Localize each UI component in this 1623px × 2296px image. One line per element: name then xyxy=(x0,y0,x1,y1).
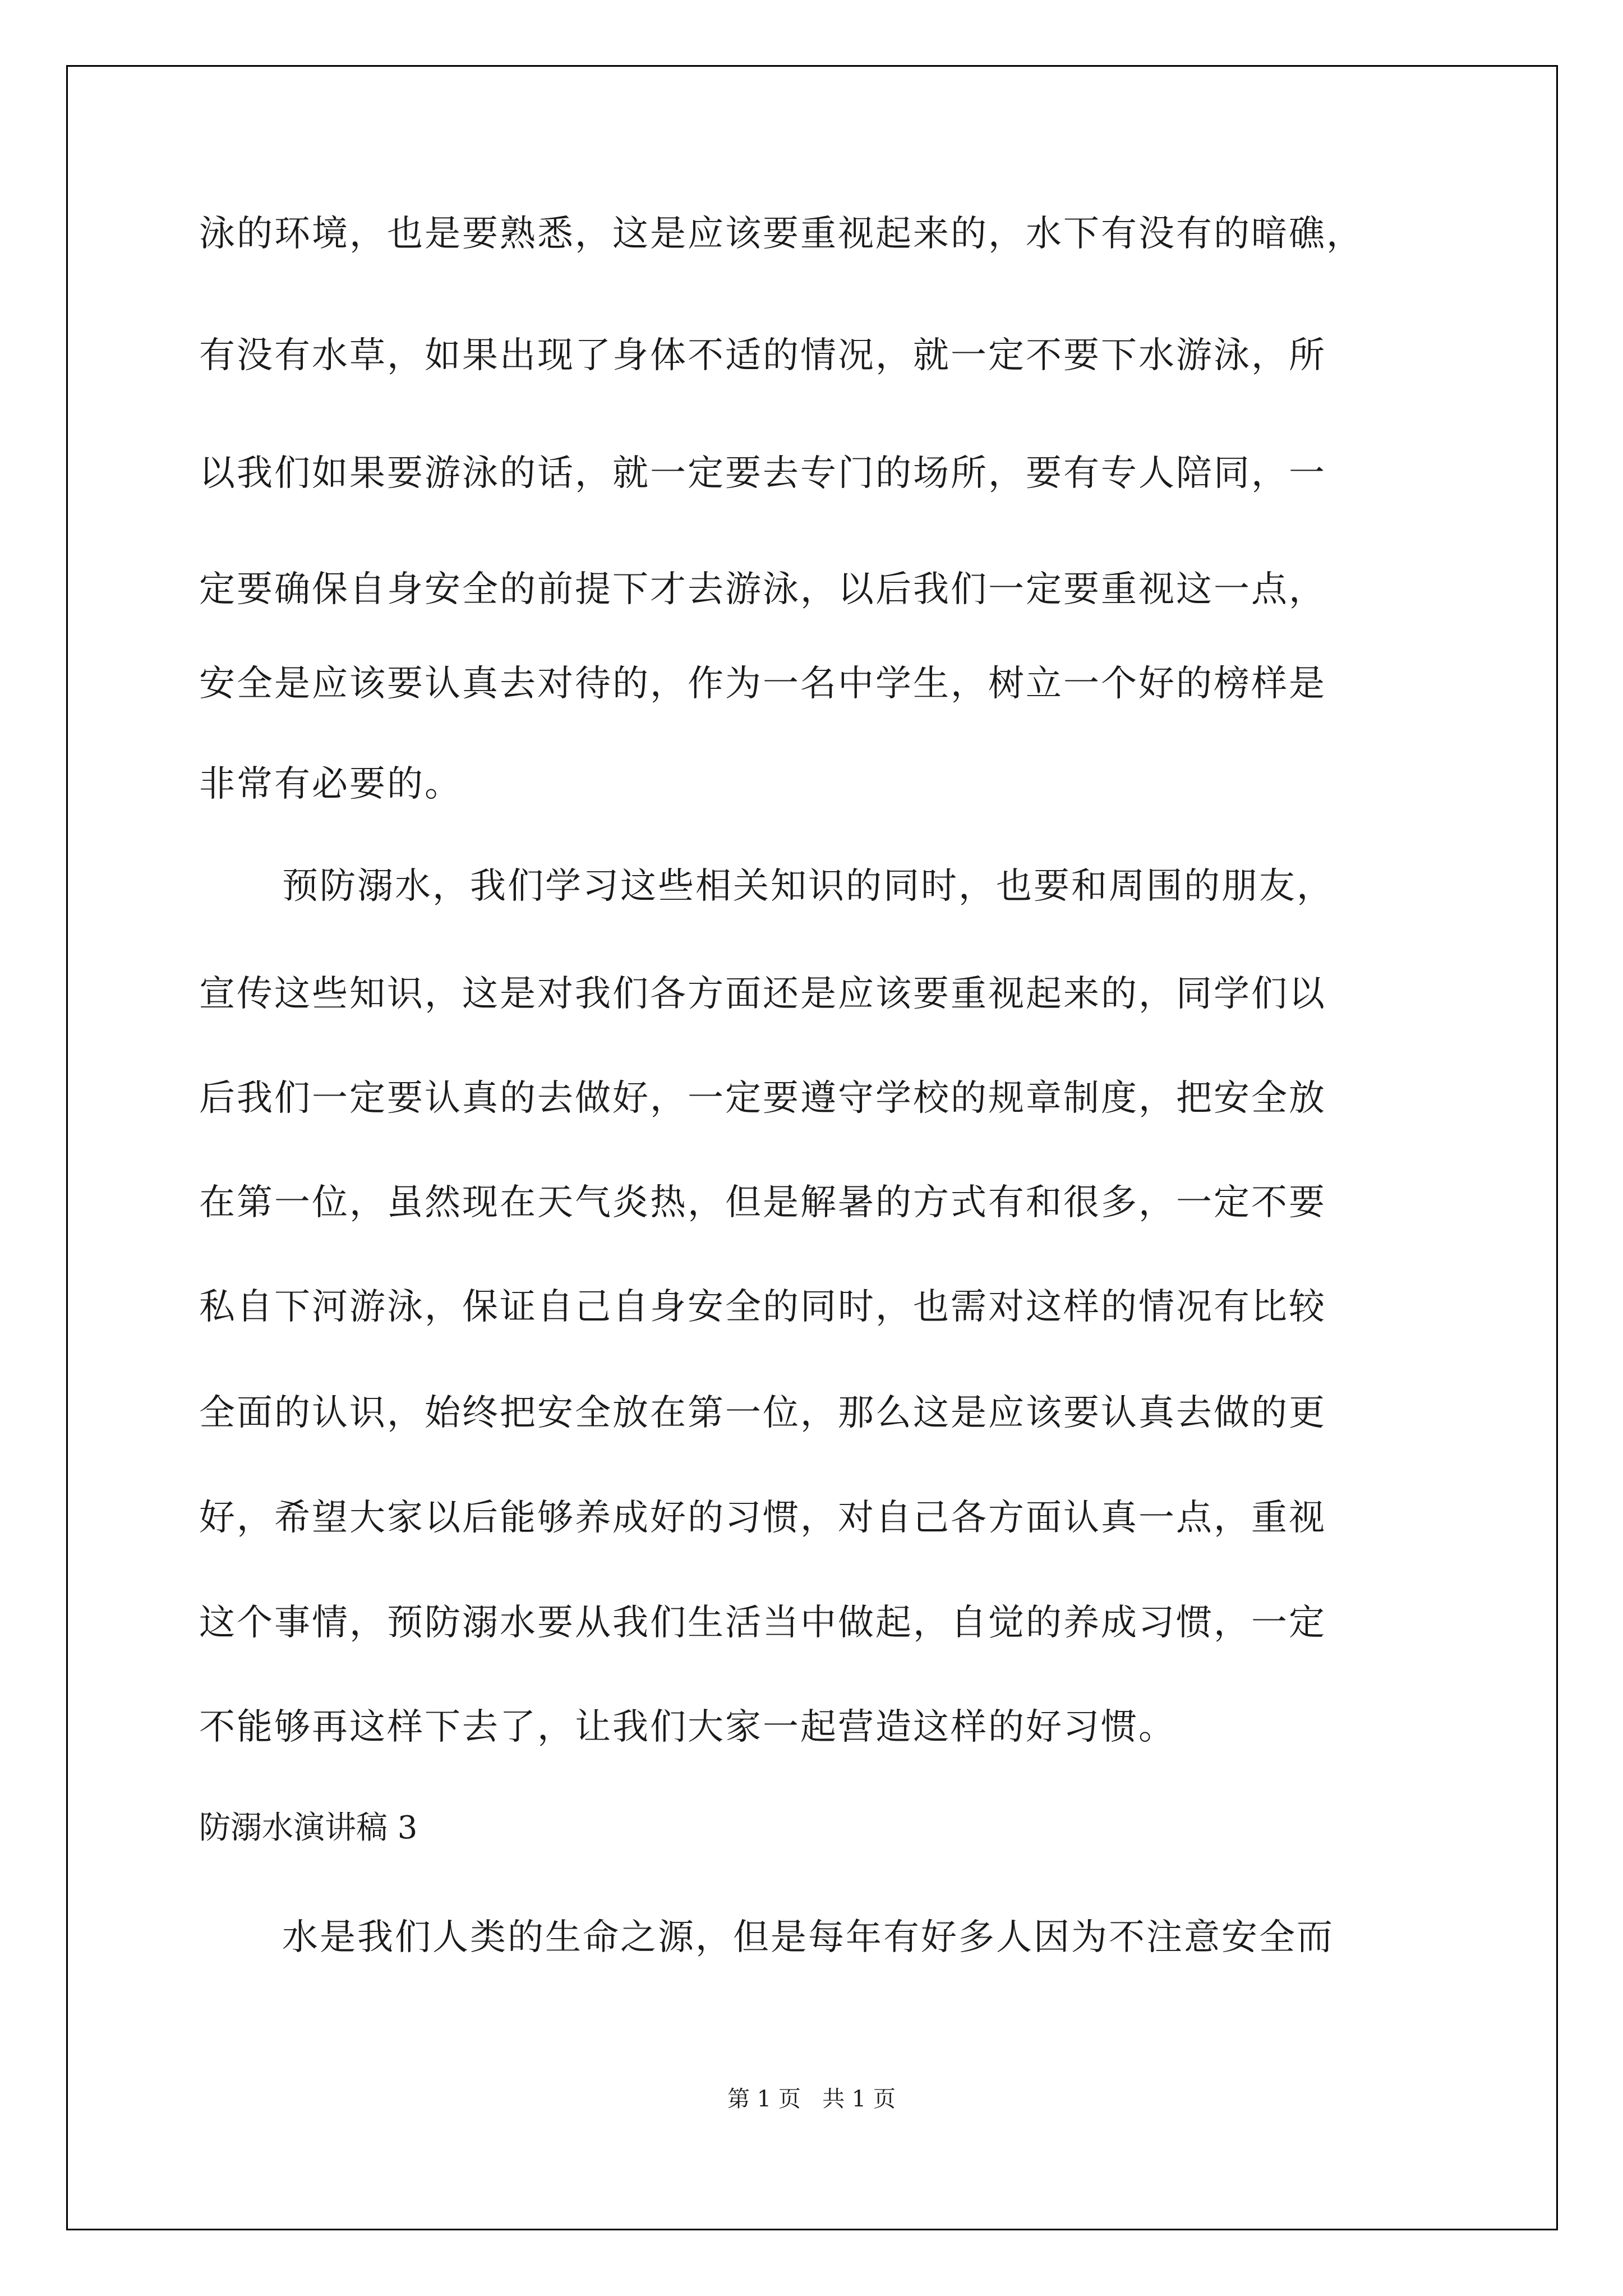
page-number-footer: 第 1 页 共 1 页 xyxy=(727,2086,896,2112)
paragraph-line: 以我们如果要游泳的话，就一定要去专门的场所，要有专人陪同，一 xyxy=(199,453,1326,494)
paragraph-line: 全面的认识，始终把安全放在第一位，那么这是应该要认真去做的更 xyxy=(199,1392,1326,1434)
paragraph-line: 宣传这些知识，这是对我们各方面还是应该要重视起来的，同学们以 xyxy=(199,973,1326,1015)
paragraph-line: 水是我们人类的生命之源，但是每年有好多人因为不注意安全而 xyxy=(282,1917,1334,1958)
paragraph-line: 有没有水草，如果出现了身体不适的情况，就一定不要下水游泳，所 xyxy=(199,335,1326,376)
page-border xyxy=(66,65,1558,2230)
paragraph-line: 安全是应该要认真去对待的，作为一名中学生，树立一个好的榜样是 xyxy=(199,663,1326,705)
paragraph-line: 非常有必要的。 xyxy=(199,763,462,805)
paragraph-line: 好，希望大家以后能够养成好的习惯，对自己各方面认真一点，重视 xyxy=(199,1497,1326,1539)
paragraph-line: 泳的环境，也是要熟悉，这是应该要重视起来的，水下有没有的暗礁， xyxy=(199,213,1364,255)
paragraph-line: 私自下河游泳，保证自己自身安全的同时，也需对这样的情况有比较 xyxy=(199,1286,1326,1328)
paragraph-line: 后我们一定要认真的去做好，一定要遵守学校的规章制度，把安全放 xyxy=(199,1078,1326,1119)
paragraph-line: 定要确保自身安全的前提下才去游泳，以后我们一定要重视这一点， xyxy=(199,569,1326,610)
paragraph-line: 这个事情，预防溺水要从我们生活当中做起，自觉的养成习惯，一定 xyxy=(199,1602,1326,1644)
section-heading: 防溺水演讲稿 3 xyxy=(199,1810,418,1846)
paragraph-line: 预防溺水，我们学习这些相关知识的同时，也要和周围的朋友， xyxy=(282,866,1334,907)
paragraph-line: 在第一位，虽然现在天气炎热，但是解暑的方式有和很多，一定不要 xyxy=(199,1182,1326,1223)
paragraph-line: 不能够再这样下去了，让我们大家一起营造这样的好习惯。 xyxy=(199,1706,1176,1748)
